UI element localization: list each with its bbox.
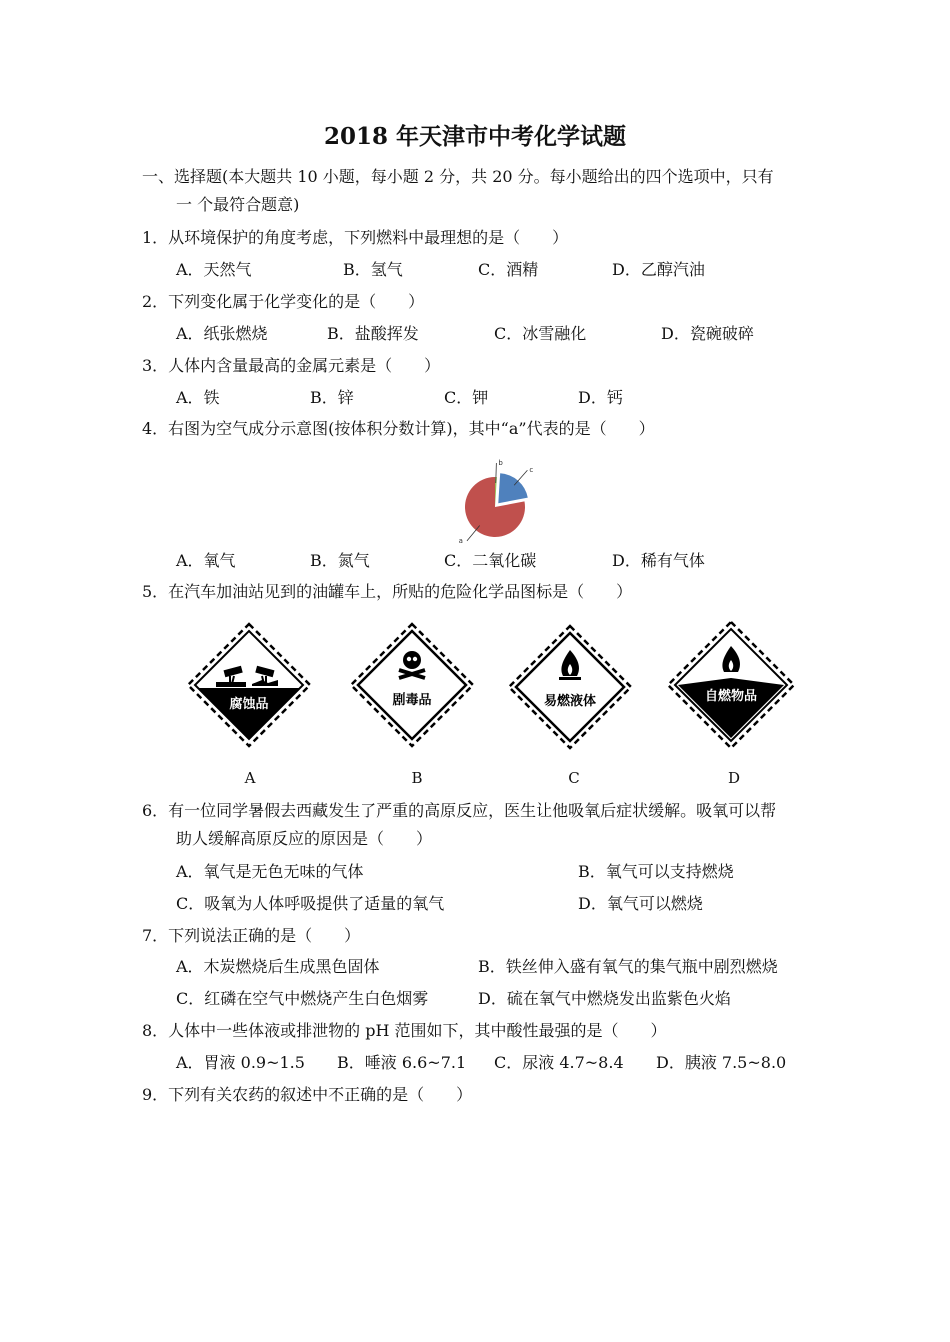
section-heading-cont: 一 个最符合题意) [176, 195, 300, 214]
q1-option-c: C．酒精 [478, 260, 539, 279]
pie-leader-c [514, 470, 527, 485]
q7-option-c: C．红磷在空气中燃烧产生白色烟雾 [176, 989, 429, 1008]
q4-option-a: A．氧气 [176, 551, 236, 570]
q7-option-d: D．硫在氧气中燃烧发出监紫色火焰 [478, 989, 731, 1008]
q6-option-a: A．氧气是无色无味的气体 [176, 862, 364, 881]
q8-option-b: B．唾液 6.6~7.1 [337, 1053, 467, 1072]
q1-option-a: A．天然气 [176, 260, 252, 279]
q8-option-d: D．胰液 7.5~8.0 [656, 1053, 787, 1072]
q5-label-a: A [244, 769, 256, 787]
q8-option-a: A．胃液 0.9~1.5 [176, 1053, 305, 1072]
question-2-stem: 2．下列变化属于化学变化的是（ ） [142, 292, 425, 311]
question-3-stem: 3．人体内含量最高的金属元素是（ ） [142, 356, 441, 375]
question-6-stem-cont: 助人缓解高原反应的原因是（ ） [176, 829, 433, 848]
q5-label-d: D [727, 769, 741, 787]
q2-option-d: D．瓷碗破碎 [661, 324, 754, 343]
q5-label-b: B [411, 769, 423, 787]
hazard-sign-spontaneous-combustion [666, 620, 796, 750]
hazard-label-spontaneous-combustion: 自燃物品 [704, 689, 758, 704]
question-9-stem: 9．下列有关农药的叙述中不正确的是（ ） [142, 1085, 473, 1104]
pie-label-a: a [458, 536, 463, 545]
q8-option-c: C．尿液 4.7~8.4 [494, 1053, 624, 1072]
q6-option-c: C．吸氧为人体呼吸提供了适量的氧气 [176, 894, 445, 913]
q3-option-a: A．铁 [176, 388, 220, 407]
question-4-stem: 4．右图为空气成分示意图(按体积分数计算)，其中“a”代表的是（ ） [142, 419, 655, 438]
q2-option-a: A．纸张燃烧 [176, 324, 268, 343]
q1-option-d: D．乙醇汽油 [612, 260, 705, 279]
q1-option-b: B．氢气 [343, 260, 403, 279]
q2-option-b: B．盐酸挥发 [327, 324, 419, 343]
pie-slice-c [498, 473, 527, 503]
question-8-stem: 8．人体中一些体液或排泄物的 pH 范围如下，其中酸性最强的是（ ） [142, 1021, 667, 1040]
q7-option-b: B．铁丝伸入盛有氧气的集气瓶中剧烈燃烧 [478, 957, 778, 976]
section-heading: 一、选择题(本大题共 10 小题，每小题 2 分，共 20 分。每小题给出的四个选项中，只有 [142, 167, 774, 186]
q6-option-d: D．氧气可以燃烧 [578, 894, 703, 913]
hazard-label-toxic: 剧毒品 [392, 693, 432, 708]
question-5-stem: 5．在汽车加油站见到的油罐车上，所贴的危险化学品图标是（ ） [142, 582, 633, 601]
q6-option-b: B．氧气可以支持燃烧 [578, 862, 734, 881]
hazard-label-flammable-liquid: 易燃液体 [543, 694, 597, 709]
question-6-stem: 6．有一位同学暑假去西藏发生了严重的高原反应，医生让他吸氧后症状缓解。吸氧可以帮 [142, 801, 777, 820]
q5-label-c: C [568, 769, 580, 787]
question-7-stem: 7．下列说法正确的是（ ） [142, 926, 361, 945]
q3-option-c: C．钾 [444, 388, 489, 407]
q7-option-a: A．木炭燃烧后生成黑色固体 [176, 957, 380, 976]
q4-option-b: B．氮气 [310, 551, 370, 570]
q2-option-c: C．冰雪融化 [494, 324, 587, 343]
q3-option-d: D．钙 [578, 388, 623, 407]
pie-label-c: c [529, 466, 534, 475]
q4-option-d: D．稀有气体 [612, 551, 705, 570]
q4-option-c: C．二氧化碳 [444, 551, 537, 570]
pie-label-b: b [498, 459, 503, 468]
hazard-sign-toxic [349, 622, 475, 748]
hazard-label-corrosive: 腐蚀品 [229, 697, 269, 712]
hazard-sign-flammable-liquid [507, 624, 633, 750]
page-title: 2018 年天津市中考化学试题 [323, 123, 627, 150]
q3-option-b: B．锌 [310, 388, 354, 407]
hazard-sign-corrosive [186, 622, 312, 748]
pie-leader-a [467, 525, 480, 540]
air-composition-pie-chart [440, 450, 550, 545]
question-1-stem: 1．从环境保护的角度考虑，下列燃料中最理想的是（ ） [142, 228, 569, 247]
